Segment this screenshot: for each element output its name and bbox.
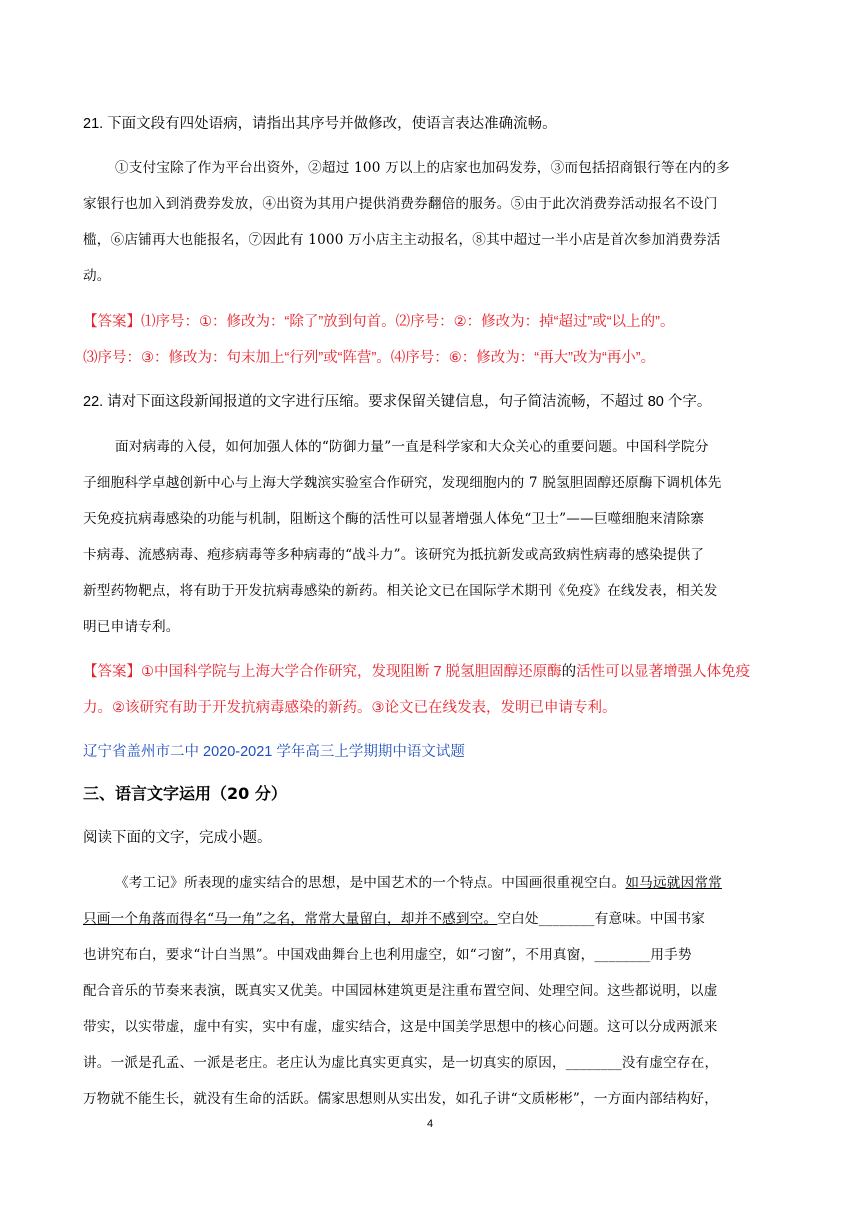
q22-passage-line-1: 面对病毒的入侵，如何加强人体的“防御力量”一直是科学家和大众关心的重要问题。中国科学院分	[115, 439, 709, 455]
q22-passage-line-2: 子细胞科学卓越创新中心与上海大学魏滨实验室合作研究，发现细胞内的 7 脱氢胆固醇还原酶下调机体先	[83, 475, 722, 491]
q21-answer-line-1: 【答案】⑴序号：①：修改为：“除了”放到句首。⑵序号：②：修改为：掉“超过”或“以上的”。	[83, 314, 675, 330]
q22-passage-line-3: 天免疫抗病毒感染的功能与机制，阻断这个酶的活性可以显著增强人体免“卫士”——巨噬细胞来清除寨	[83, 511, 705, 527]
q21-passage-line-1: ①支付宝除了作为平台出资外，②超过 100 万以上的店家也加码发券，③而包括招商银行等在内的多	[115, 160, 730, 176]
q22-passage-line-5: 新型药物靶点，将有助于开发抗病毒感染的新药。相关论文已在国际学术期刊《免疫》在线发表，相关发	[83, 583, 718, 599]
passage3-line-6: 讲。一派是孔孟、一派是老庄。老庄认为虚比真实更真实，是一切真实的原因，________没有虚空存在，	[83, 1055, 719, 1071]
page-number: 4	[426, 1118, 434, 1130]
passage3-line-1-plain: 《考工记》所表现的虚实结合的思想，是中国艺术的一个特点。中国画很重视空白。	[115, 875, 626, 891]
passage3-line-3: 也讲究布白，要求“计白当黑”。中国戏曲舞台上也利用虚空，如“刁窗”，不用真窗，________用手势	[83, 947, 692, 963]
passage3-line-2	[83, 909, 783, 929]
q22-answer-part-3: 活性可以显著增强人体免疫	[576, 664, 751, 680]
question-21-prompt: 21. 下面文段有四处语病，请指出其序号并做修改，使语言表达准确流畅。	[83, 116, 557, 132]
q22-passage-line-4: 卡病毒、流感病毒、疱疹病毒等多种病毒的“战斗力”。该研究为抵抗新发或高致病性病毒的感染提供了	[83, 547, 705, 563]
q21-passage-line-3: 槛，⑥店铺再大也能报名，⑦因此有 1000 万小店主主动报名，⑧其中超过一半小店是首次参加消费券活	[83, 232, 721, 248]
passage3-line-7: 万物就不能生长，就没有生命的活跃。儒家思想则从实出发，如孔子讲“文质彬彬”，一方面内部结构好，	[83, 1091, 719, 1107]
passage3-line-2-plain: 空白处________有意味。中国书家	[497, 911, 706, 927]
passage3-line-2-underlined: 只画一个角落而得名“马一角”之名，常常大量留白，却并不感到空。	[83, 911, 498, 927]
q21-passage-line-4: 动。	[83, 268, 111, 284]
source-title: 辽宁省盖州市二中 2020-2021 学年高三上学期期中语文试题	[83, 744, 465, 760]
q21-answer-line-2: ⑶序号：③：修改为：句末加上“行列”或“阵营”。⑷序号：⑥：修改为：“再大”改为“再小”。	[83, 350, 656, 366]
passage3-line-1-underlined: 如马远就因常常	[625, 875, 722, 891]
passage3-line-5: 带实，以实带虚，虚中有实，实中有虚，虚实结合，这是中国美学思想中的核心问题。这可以分成两派来	[83, 1019, 718, 1035]
q22-passage-line-6: 明已申请专利。	[83, 619, 180, 635]
q22-answer-part-2: 的	[561, 664, 577, 680]
q22-answer-line-1	[83, 662, 783, 682]
passage3-line-4: 配合音乐的节奏来表演，既真实又优美。中国园林建筑更是注重布置空间、处理空间。这些都说明，以虚	[83, 983, 718, 999]
q22-answer-part-1: 【答案】①中国科学院与上海大学合作研究，发现阻断 7 脱氢胆固醇还原酶	[83, 664, 562, 680]
read-instruction: 阅读下面的文字，完成小题。	[83, 830, 272, 846]
passage3-line-1	[115, 873, 783, 893]
question-22-prompt: 22. 请对下面这段新闻报道的文字进行压缩。要求保留关键信息，句子简洁流畅，不超过 80 个字。	[83, 394, 712, 410]
q21-passage-line-2: 家银行也加入到消费券发放，④出资为其用户提供消费券翻倍的服务。⑤由于此次消费券活动报名不设门	[83, 196, 718, 212]
section-heading: 三、语言文字运用（20 分）	[83, 784, 287, 803]
q22-answer-line-2: 力。②该研究有助于开发抗病毒感染的新药。③论文已在线发表，发明已申请专利。	[83, 700, 617, 716]
